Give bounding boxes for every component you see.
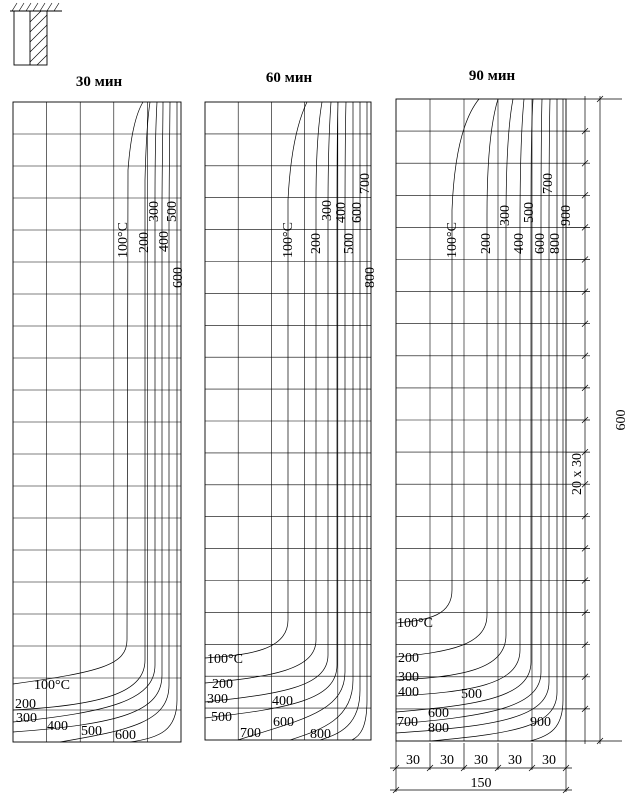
- isotherm-label-700b: 700: [397, 715, 418, 730]
- dimension-cell-4: 30: [508, 753, 522, 768]
- isotherm-label-300b: 300: [398, 670, 419, 685]
- isotherm-label-800b: 800: [428, 721, 449, 736]
- isotherm-label-200b: 200: [398, 651, 419, 666]
- panel-grid: [13, 102, 181, 742]
- isotherm-label-100: 100°C: [445, 222, 460, 258]
- isotherm-label-500: 500: [165, 201, 180, 222]
- isotherm-label-500b: 500: [81, 724, 102, 739]
- dimension-cell-3: 30: [474, 753, 488, 768]
- isotherm-label-400: 400: [512, 233, 527, 254]
- isotherm-label-100: 100°C: [281, 222, 296, 258]
- isotherm-label-600b: 600: [428, 706, 449, 721]
- isotherm-label-400b: 400: [398, 685, 419, 700]
- isotherm-label-200b: 200: [212, 677, 233, 692]
- panel-grid: [396, 99, 566, 741]
- isotherm-label-200: 200: [137, 232, 152, 253]
- isotherm-label-500: 500: [342, 233, 357, 254]
- panel-90min: [396, 99, 574, 741]
- isotherm-label-400: 400: [157, 231, 172, 252]
- isotherm-label-300: 300: [147, 201, 162, 222]
- isotherm-label-100b: 100°C: [207, 652, 243, 667]
- dimension-rows: 20 x 30: [570, 453, 585, 495]
- isotherm-label-300: 300: [498, 205, 513, 226]
- isotherm-label-700b: 700: [240, 726, 261, 741]
- isotherm-label-300b: 300: [207, 692, 228, 707]
- isotherm-label-800: 800: [363, 267, 378, 288]
- isotherm-label-800b: 800: [310, 727, 331, 742]
- panel-title-30: 30 мин: [75, 74, 123, 90]
- panel-title-60: 60 мин: [265, 70, 313, 86]
- isotherm-label-200b: 200: [15, 697, 36, 712]
- isotherm-label-700: 700: [358, 173, 373, 194]
- isotherm-label-500b: 500: [211, 710, 232, 725]
- dimension-lines: [390, 96, 629, 793]
- isotherm-label-200: 200: [309, 233, 324, 254]
- isotherm-label-100b: 100°C: [397, 616, 433, 631]
- dimension-total-height: 600: [614, 409, 629, 431]
- isotherm-label-700: 700: [541, 173, 556, 194]
- isotherm-label-800: 800: [548, 233, 563, 254]
- panel-60min: [205, 102, 378, 742]
- isotherm-label-900b: 900: [530, 715, 551, 730]
- isotherm-label-500: 500: [522, 202, 537, 223]
- isotherm-label-300b: 300: [16, 711, 37, 726]
- dimension-cell-1: 30: [406, 753, 420, 768]
- isotherm-label-400: 400: [334, 202, 349, 223]
- isotherm-label-600: 600: [171, 267, 186, 288]
- isotherm-label-100: 100°C: [116, 222, 131, 258]
- isotherm-label-600: 600: [350, 202, 365, 223]
- dimension-cell-2: 30: [440, 753, 454, 768]
- section-sketch-icon: [10, 3, 62, 65]
- isotherm-label-600b: 600: [115, 728, 136, 743]
- isotherm-label-100b: 100°C: [34, 678, 70, 693]
- isotherm-label-400b: 400: [47, 719, 68, 734]
- isotherm-label-500b: 500: [461, 687, 482, 702]
- panel-title-90: 90 мин: [468, 68, 516, 84]
- dimension-total-width: 150: [470, 776, 492, 791]
- dimension-cell-5: 30: [542, 753, 556, 768]
- isotherm-label-200: 200: [479, 233, 494, 254]
- panel-30min: [13, 102, 186, 743]
- isotherm-label-900: 900: [559, 205, 574, 226]
- isotherm-label-600: 600: [533, 233, 548, 254]
- isotherm-label-400b: 400: [272, 694, 293, 709]
- isotherm-label-300: 300: [320, 200, 335, 221]
- isotherm-label-600b: 600: [273, 715, 294, 730]
